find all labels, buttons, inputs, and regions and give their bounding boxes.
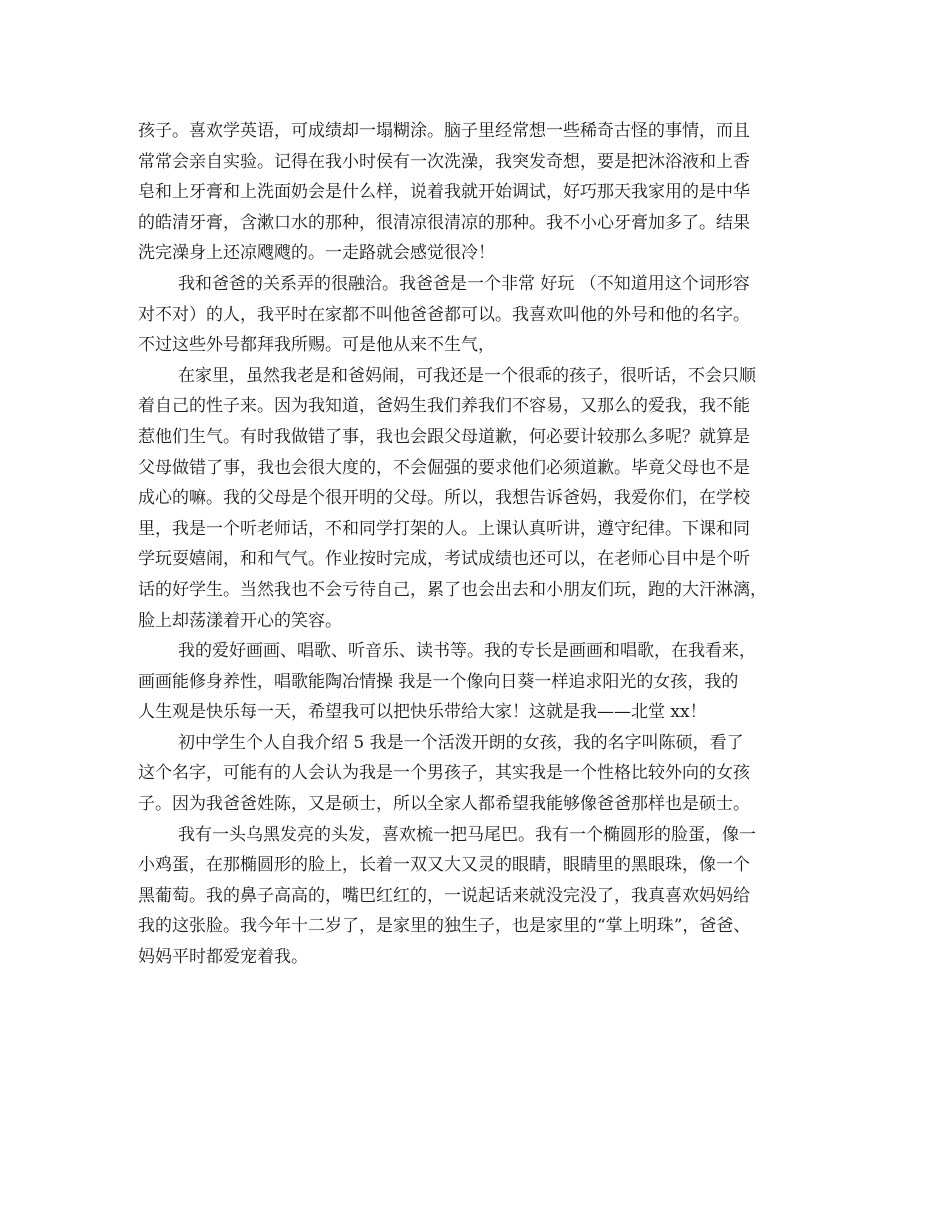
text-line: 孩子。喜欢学英语，可成绩却一塌糊涂。脑子里经常想一些稀奇古怪的事情，而且 — [138, 121, 750, 141]
text-line: 我有一头乌黑发亮的头发，喜欢梳一把马尾巴。我有一个椭圆形的脸蛋，像一 — [178, 824, 756, 845]
text-line: 不过这些外号都拜我所赐。可是他从来不生气， — [138, 335, 495, 356]
text-line: 这个名字，可能有的人会认为我是一个男孩子，其实我是一个性格比较外向的女孩 — [138, 763, 750, 784]
text-line: 在家里，虽然我老是和爸妈闹，可我还是一个很乖的孩子，很听话，不会只顺 — [178, 365, 756, 386]
text-line: 着自己的性子来。因为我知道，爸妈生我们养我们不容易，又那么的爱我，我不能 — [138, 396, 750, 417]
body-text — [138, 116, 818, 973]
text-line: 画画能修身养性，唱歌能陶冶情操 我是一个像向日葵一样追求阳光的女孩，我的 — [138, 671, 739, 692]
text-line: 惹他们生气。有时我做错了事，我也会跟父母道歉，何必要计较那么多呢？就算是 — [138, 426, 750, 447]
text-line: 小鸡蛋，在那椭圆形的脸上，长着一双又大又灵的眼睛，眼睛里的黑眼珠，像一个 — [138, 855, 750, 876]
text-line: 皂和上牙膏和上洗面奶会是什么样，说着我就开始调试，好巧那天我家用的是中华 — [138, 182, 750, 203]
text-line: 我的这张脸。我今年十二岁了，是家里的独生子，也是家里的“掌上明珠”，爸爸、 — [138, 916, 751, 937]
text-line: 黑葡萄。我的鼻子高高的，嘴巴红红的，一说起话来就没完没了，我真喜欢妈妈给 — [138, 885, 750, 906]
text-line: 我的爱好画画、唱歌、听音乐、读书等。我的专长是画画和唱歌，在我看来， — [178, 641, 756, 662]
text-line: 人生观是快乐每一天，希望我可以把快乐带给大家！这就是我——北堂 xx！ — [138, 702, 707, 723]
text-line: 子。因为我爸爸姓陈，又是硕士，所以全家人都希望我能够像爸爸那样也是硕士。 — [138, 794, 750, 815]
text-line: 学玩耍嬉闹，和和气气。作业按时完成，考试成绩也还可以，在老师心目中是个听 — [138, 549, 750, 570]
text-line: 常常会亲自实验。记得在我小时侯有一次洗澡，我突发奇想，要是把沐浴液和上香 — [138, 151, 750, 172]
text-line: 我和爸爸的关系弄的很融洽。我爸爸是一个非常 好玩 （不知道用这个词形容 — [178, 273, 750, 294]
text-line: 成心的嘛。我的父母是个很开明的父母。所以，我想告诉爸妈，我爱你们，在学校 — [138, 488, 750, 509]
text-line: 话的好学生。当然我也不会亏待自己，累了也会出去和小朋友们玩，跑的大汗淋漓， — [138, 579, 767, 600]
text-line: 里，我是一个听老师话，不和同学打架的人。上课认真听讲，遵守纪律。下课和同 — [138, 518, 750, 539]
text-line: 洗完澡身上还凉飕飕的。一走路就会感觉很冷！ — [138, 243, 495, 264]
text-line: 父母做错了事，我也会很大度的，不会倔强的要求他们必须道歉。毕竟父母也不是 — [138, 457, 750, 478]
text-line: 妈妈平时都爱宠着我。 — [138, 947, 308, 968]
text-line: 初中学生个人自我介绍 5 我是一个活泼开朗的女孩，我的名字叫陈硕，看了 — [178, 732, 744, 753]
text-line: 脸上却荡漾着开心的笑容。 — [138, 610, 342, 631]
text-line: 对不对）的人，我平时在家都不叫他爸爸都可以。我喜欢叫他的外号和他的名字。 — [138, 304, 750, 325]
text-line: 的皓清牙膏，含漱口水的那种，很清凉很清凉的那种。我不小心牙膏加多了。结果 — [138, 212, 750, 233]
